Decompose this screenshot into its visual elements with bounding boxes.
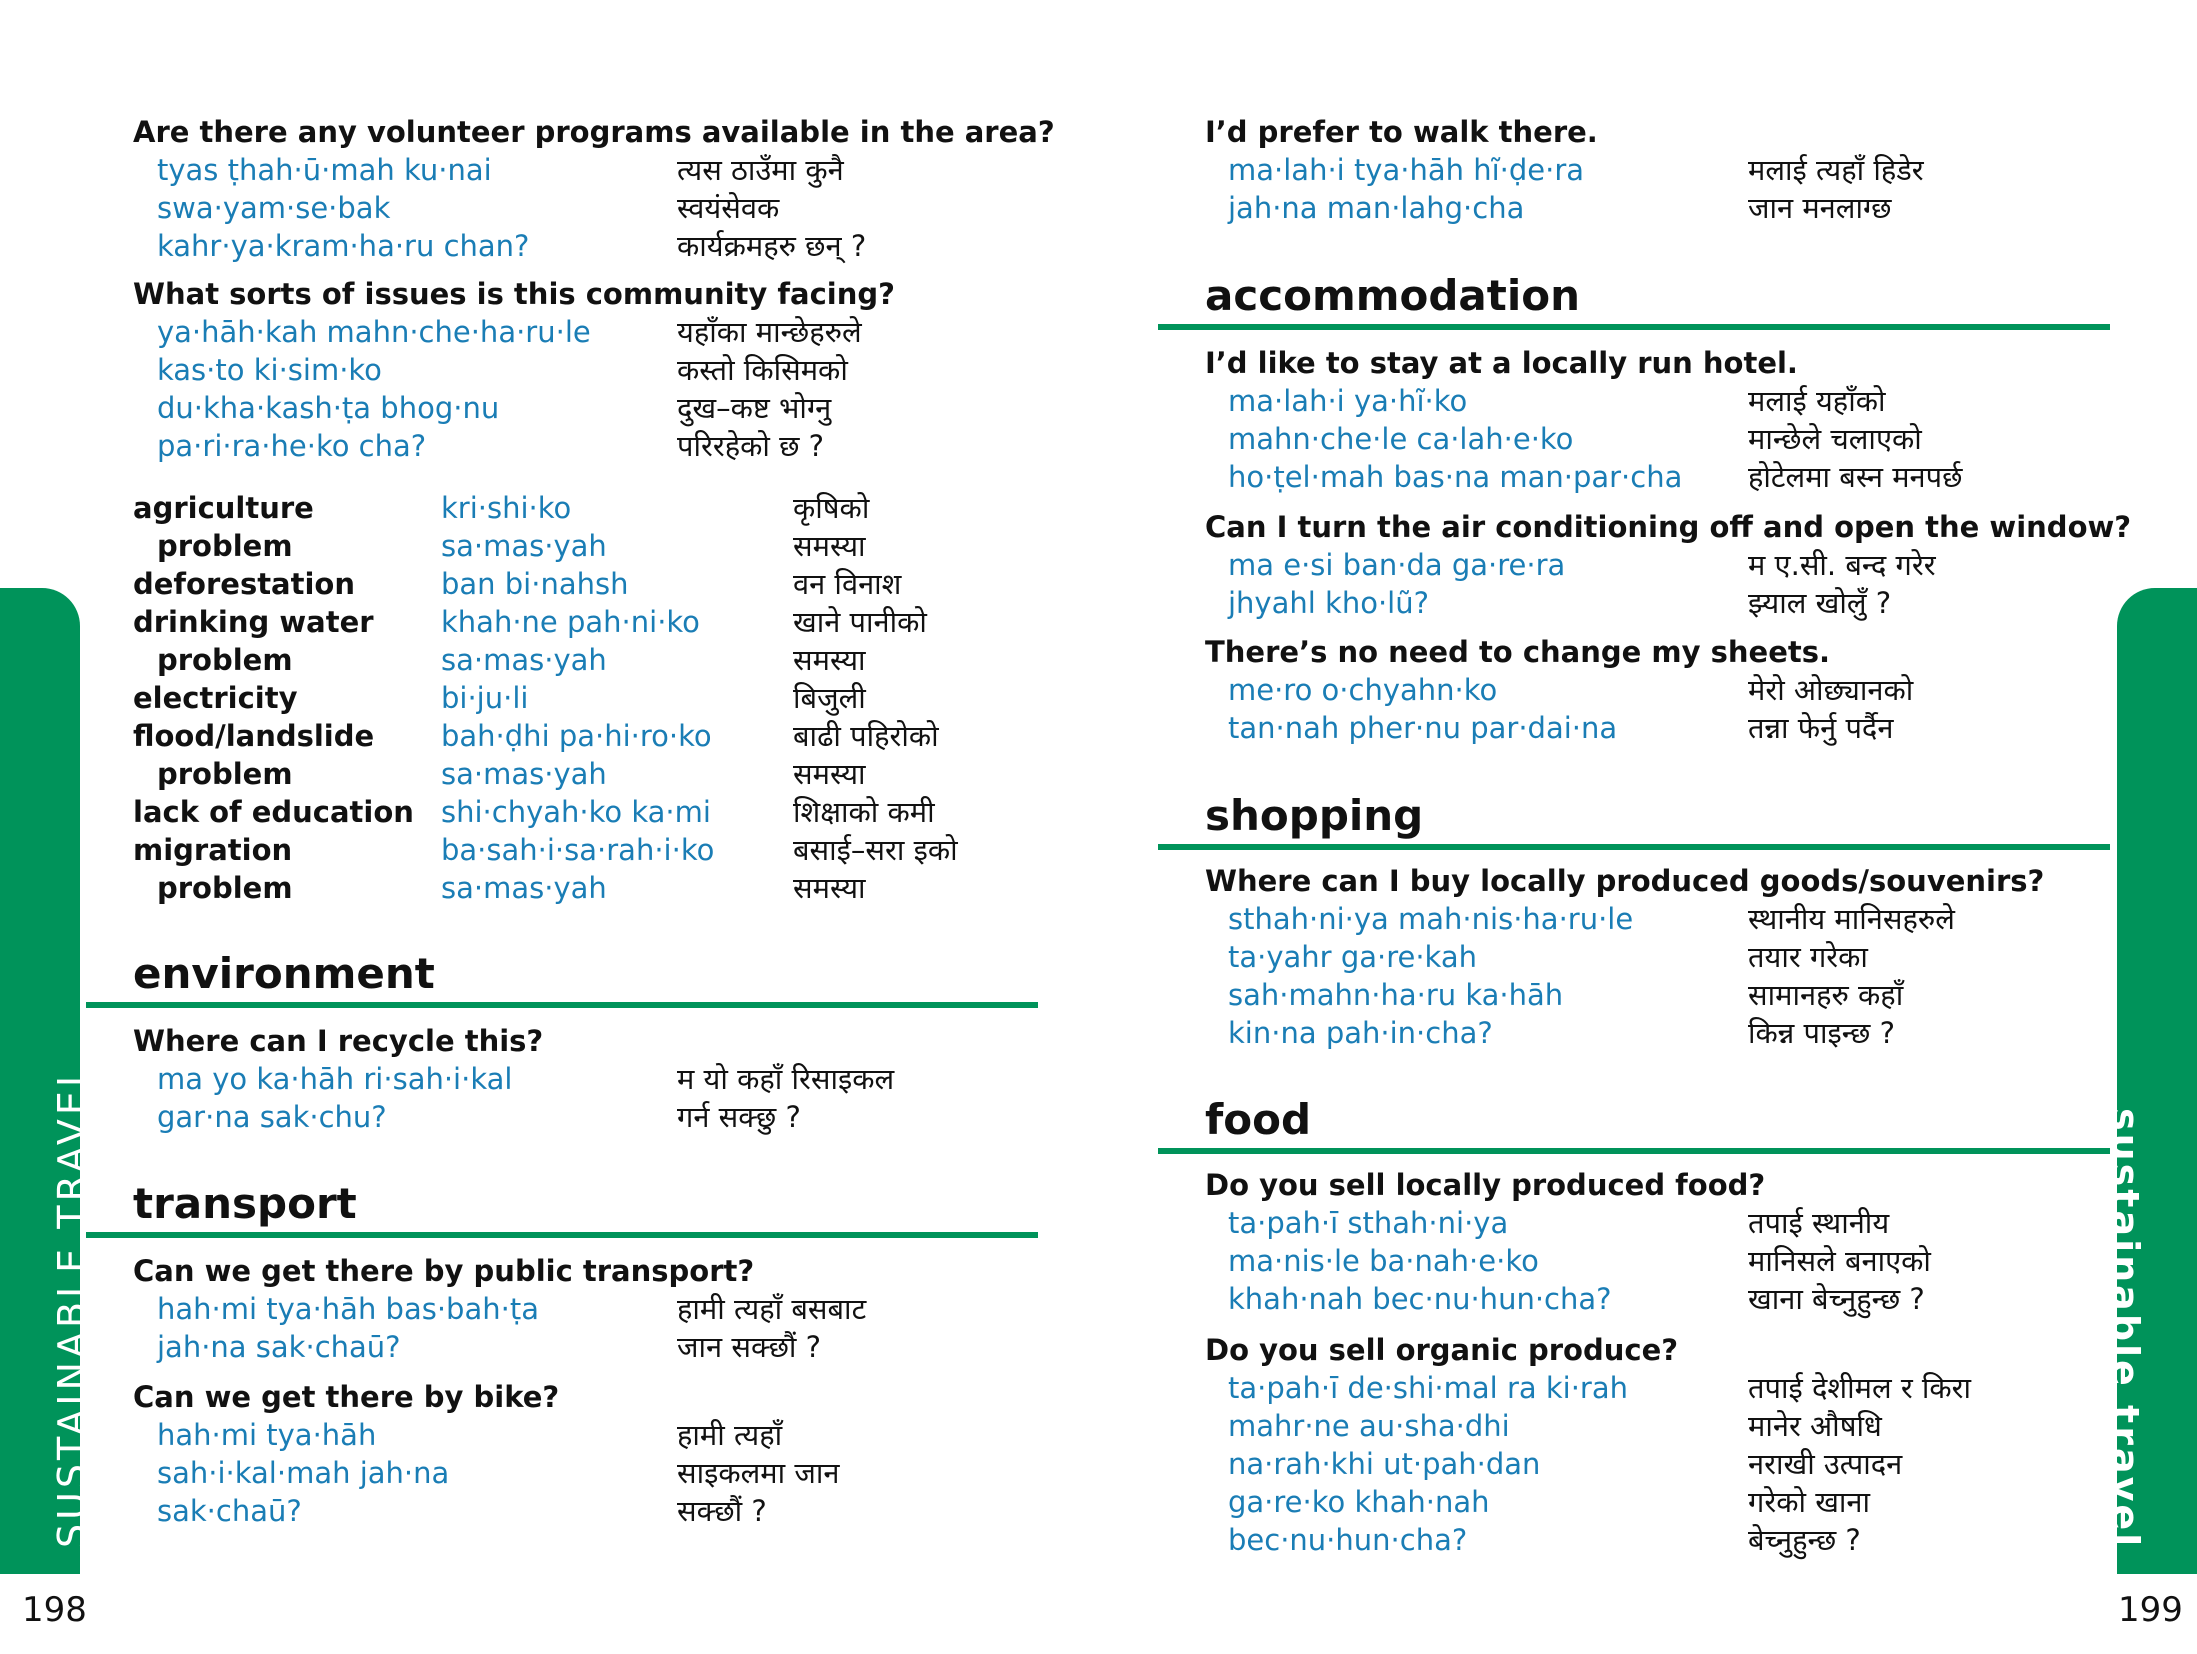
nepali-text: मानेर औषधि	[1748, 1409, 1882, 1443]
nepali-text: सक्छौं ?	[677, 1494, 767, 1528]
question-community-issues: What sorts of issues is this community facing?	[133, 277, 895, 311]
english-word: drinking water	[133, 605, 374, 639]
question-walk: I’d prefer to walk there.	[1205, 115, 1598, 149]
section-heading-food: food	[1205, 1095, 1312, 1144]
transliteration: ma·lah·i tya·hāh hĩ·ḍe·ra	[1228, 153, 1585, 187]
transliteration: ya·hāh·kah mahn·che·ha·ru·le	[157, 315, 591, 349]
english-word: lack of education	[133, 795, 414, 829]
transliteration: bec·nu·hun·cha?	[1228, 1523, 1468, 1557]
side-tab-label-left: SUSTAINABLE TRAVEL	[50, 1061, 94, 1548]
question-local-goods: Where can I buy locally produced goods/souvenirs?	[1205, 864, 2045, 898]
transliteration: hah·mi tya·hāh	[157, 1418, 377, 1452]
nepali-text: होटेलमा बस्न मनपर्छ	[1748, 460, 1963, 494]
nepali-text: सामानहरु कहाँ	[1748, 978, 1904, 1012]
section-rule	[1158, 844, 2110, 850]
english-word: problem	[157, 757, 293, 791]
question-local-food: Do you sell locally produced food?	[1205, 1168, 1766, 1202]
transliteration: sak·chaū?	[157, 1494, 302, 1528]
transliteration: hah·mi tya·hāh bas·bah·ṭa	[157, 1292, 539, 1326]
nepali-text: जान सक्छौं ?	[677, 1330, 822, 1364]
transliteration: ban bi·nahsh	[441, 567, 629, 601]
nepali-text: बेच्नुहुन्छ ?	[1748, 1523, 1861, 1557]
transliteration: tan·nah pher·nu par·dai·na	[1228, 711, 1618, 745]
transliteration: shi·chyah·ko ka·mi	[441, 795, 711, 829]
nepali-text: स्थानीय मानिसहरुले	[1748, 902, 1955, 936]
nepali-text: खाने पानीको	[793, 605, 927, 639]
transliteration: jah·na sak·chaū?	[157, 1330, 401, 1364]
nepali-text: मलाई यहाँको	[1748, 384, 1886, 418]
transliteration: ta·yahr ga·re·kah	[1228, 940, 1477, 974]
english-word: agriculture	[133, 491, 314, 525]
page-number: 199	[2118, 1590, 2183, 1630]
nepali-text: शिक्षाको कमी	[793, 795, 935, 829]
english-word: electricity	[133, 681, 298, 715]
nepali-text: त्यस ठाउँमा कुनै	[677, 153, 844, 187]
english-word: deforestation	[133, 567, 356, 601]
transliteration: ta·pah·ī sthah·ni·ya	[1228, 1206, 1509, 1240]
nepali-text: दुख–कष्ट भोग्नु	[677, 391, 832, 425]
nepali-text: कार्यक्रमहरु छन् ?	[677, 229, 867, 263]
transliteration: jhyahl kho·lũ?	[1228, 586, 1429, 620]
nepali-text: तयार गरेका	[1748, 940, 1868, 974]
nepali-text: हामी त्यहाँ बसबाट	[677, 1292, 867, 1326]
nepali-text: वन विनाश	[793, 567, 902, 601]
nepali-text: तपाई देशीमल र किरा	[1748, 1371, 1972, 1405]
transliteration: ba·sah·i·sa·rah·i·ko	[441, 833, 715, 867]
page-number: 198	[22, 1590, 87, 1630]
transliteration: kri·shi·ko	[441, 491, 572, 525]
nepali-text: बाढी पहिरोको	[793, 719, 939, 753]
transliteration: ma yo ka·hāh ri·sah·i·kal	[157, 1062, 513, 1096]
nepali-text: नराखी उत्पादन	[1748, 1447, 1903, 1481]
transliteration: me·ro o·chyahn·ko	[1228, 673, 1498, 707]
transliteration: khah·nah bec·nu·hun·cha?	[1228, 1282, 1612, 1316]
transliteration: sa·mas·yah	[441, 871, 607, 905]
transliteration: du·kha·kash·ṭa bhog·nu	[157, 391, 500, 425]
nepali-text: कस्तो किसिमको	[677, 353, 848, 387]
nepali-text: कृषिको	[793, 491, 870, 525]
nepali-text: साइकलमा जान	[677, 1456, 840, 1490]
nepali-text: मानिसले बनाएको	[1748, 1244, 1931, 1278]
transliteration: sah·i·kal·mah jah·na	[157, 1456, 450, 1490]
section-rule	[1158, 1148, 2110, 1154]
english-word: problem	[157, 643, 293, 677]
transliteration: ma·nis·le ba·nah·e·ko	[1228, 1244, 1539, 1278]
section-rule	[86, 1232, 1038, 1238]
nepali-text: तपाई स्थानीय	[1748, 1206, 1890, 1240]
left-page	[0, 0, 1098, 1654]
english-word: flood/landslide	[133, 719, 375, 753]
transliteration: sthah·ni·ya mah·nis·ha·ru·le	[1228, 902, 1634, 936]
transliteration: ho·ṭel·mah bas·na man·par·cha	[1228, 460, 1683, 494]
transliteration: gar·na sak·chu?	[157, 1100, 387, 1134]
transliteration: bi·ju·li	[441, 681, 529, 715]
section-heading-shopping: shopping	[1205, 791, 1424, 840]
transliteration: sah·mahn·ha·ru ka·hāh	[1228, 978, 1564, 1012]
nepali-text: समस्या	[793, 643, 866, 677]
nepali-text: म यो कहाँ रिसाइकल	[677, 1062, 895, 1096]
transliteration: na·rah·khi ut·pah·dan	[1228, 1447, 1541, 1481]
question-public-transport: Can we get there by public transport?	[133, 1254, 755, 1288]
transliteration: kas·to ki·sim·ko	[157, 353, 382, 387]
nepali-text: म ए.सी. बन्द गरेर	[1748, 548, 1936, 582]
nepali-text: मलाई त्यहाँ हिडेर	[1748, 153, 1924, 187]
nepali-text: समस्या	[793, 529, 866, 563]
nepali-text: यहाँका मान्छेहरुले	[677, 315, 862, 349]
nepali-text: मेरो ओछ्यानको	[1748, 673, 1914, 707]
transliteration: kahr·ya·kram·ha·ru chan?	[157, 229, 530, 263]
transliteration: tyas ṭhah·ū·mah ku·nai	[157, 153, 492, 187]
nepali-text: किन्न पाइन्छ ?	[1748, 1016, 1895, 1050]
transliteration: khah·ne pah·ni·ko	[441, 605, 700, 639]
transliteration: bah·ḍhi pa·hi·ro·ko	[441, 719, 712, 753]
question-bike: Can we get there by bike?	[133, 1380, 560, 1414]
transliteration: ta·pah·ī de·shi·mal ra ki·rah	[1228, 1371, 1628, 1405]
transliteration: mahn·che·le ca·lah·e·ko	[1228, 422, 1574, 456]
nepali-text: समस्या	[793, 871, 866, 905]
nepali-text: जान मनलाग्छ	[1748, 191, 1892, 225]
question-volunteer-programs: Are there any volunteer programs available in the area?	[133, 115, 1055, 149]
english-word: migration	[133, 833, 293, 867]
side-tab-label-right: sustainable travel	[2103, 1108, 2147, 1550]
transliteration: jah·na man·lahg·cha	[1228, 191, 1525, 225]
transliteration: swa·yam·se·bak	[157, 191, 391, 225]
section-heading-environment: environment	[133, 949, 435, 998]
nepali-text: मान्छेले चलाएको	[1748, 422, 1922, 456]
transliteration: sa·mas·yah	[441, 643, 607, 677]
nepali-text: गरेको खाना	[1748, 1485, 1871, 1519]
section-heading-accommodation: accommodation	[1205, 271, 1581, 320]
transliteration: ma·lah·i ya·hĩ·ko	[1228, 384, 1468, 418]
nepali-text: परिरहेको छ ?	[677, 429, 825, 463]
nepali-text: गर्न सक्छु ?	[677, 1100, 801, 1134]
section-rule	[86, 1002, 1038, 1008]
nepali-text: बिजुली	[793, 681, 866, 715]
english-word: problem	[157, 871, 293, 905]
nepali-text: हामी त्यहाँ	[677, 1418, 783, 1452]
nepali-text: तन्ना फेर्नु पर्दैन	[1748, 711, 1894, 745]
question-sheets: There’s no need to change my sheets.	[1205, 635, 1831, 669]
nepali-text: खाना बेच्नुहुन्छ ?	[1748, 1282, 1925, 1316]
transliteration: mahr·ne au·sha·dhi	[1228, 1409, 1510, 1443]
section-heading-transport: transport	[133, 1179, 357, 1228]
question-local-hotel: I’d like to stay at a locally run hotel.	[1205, 346, 1798, 380]
transliteration: ma e·si ban·da ga·re·ra	[1228, 548, 1566, 582]
nepali-text: स्वयंसेवक	[677, 191, 780, 225]
question-organic-produce: Do you sell organic produce?	[1205, 1333, 1679, 1367]
transliteration: ga·re·ko khah·nah	[1228, 1485, 1490, 1519]
transliteration: sa·mas·yah	[441, 529, 607, 563]
transliteration: sa·mas·yah	[441, 757, 607, 791]
nepali-text: बसाई–सरा इको	[793, 833, 958, 867]
nepali-text: समस्या	[793, 757, 866, 791]
english-word: problem	[157, 529, 293, 563]
right-page	[1098, 0, 2197, 1654]
section-rule	[1158, 324, 2110, 330]
question-recycle: Where can I recycle this?	[133, 1024, 544, 1058]
nepali-text: झ्याल खोलुँ ?	[1748, 586, 1892, 620]
transliteration: kin·na pah·in·cha?	[1228, 1016, 1493, 1050]
question-air-conditioning: Can I turn the air conditioning off and open the window?	[1205, 510, 2132, 544]
transliteration: pa·ri·ra·he·ko cha?	[157, 429, 427, 463]
